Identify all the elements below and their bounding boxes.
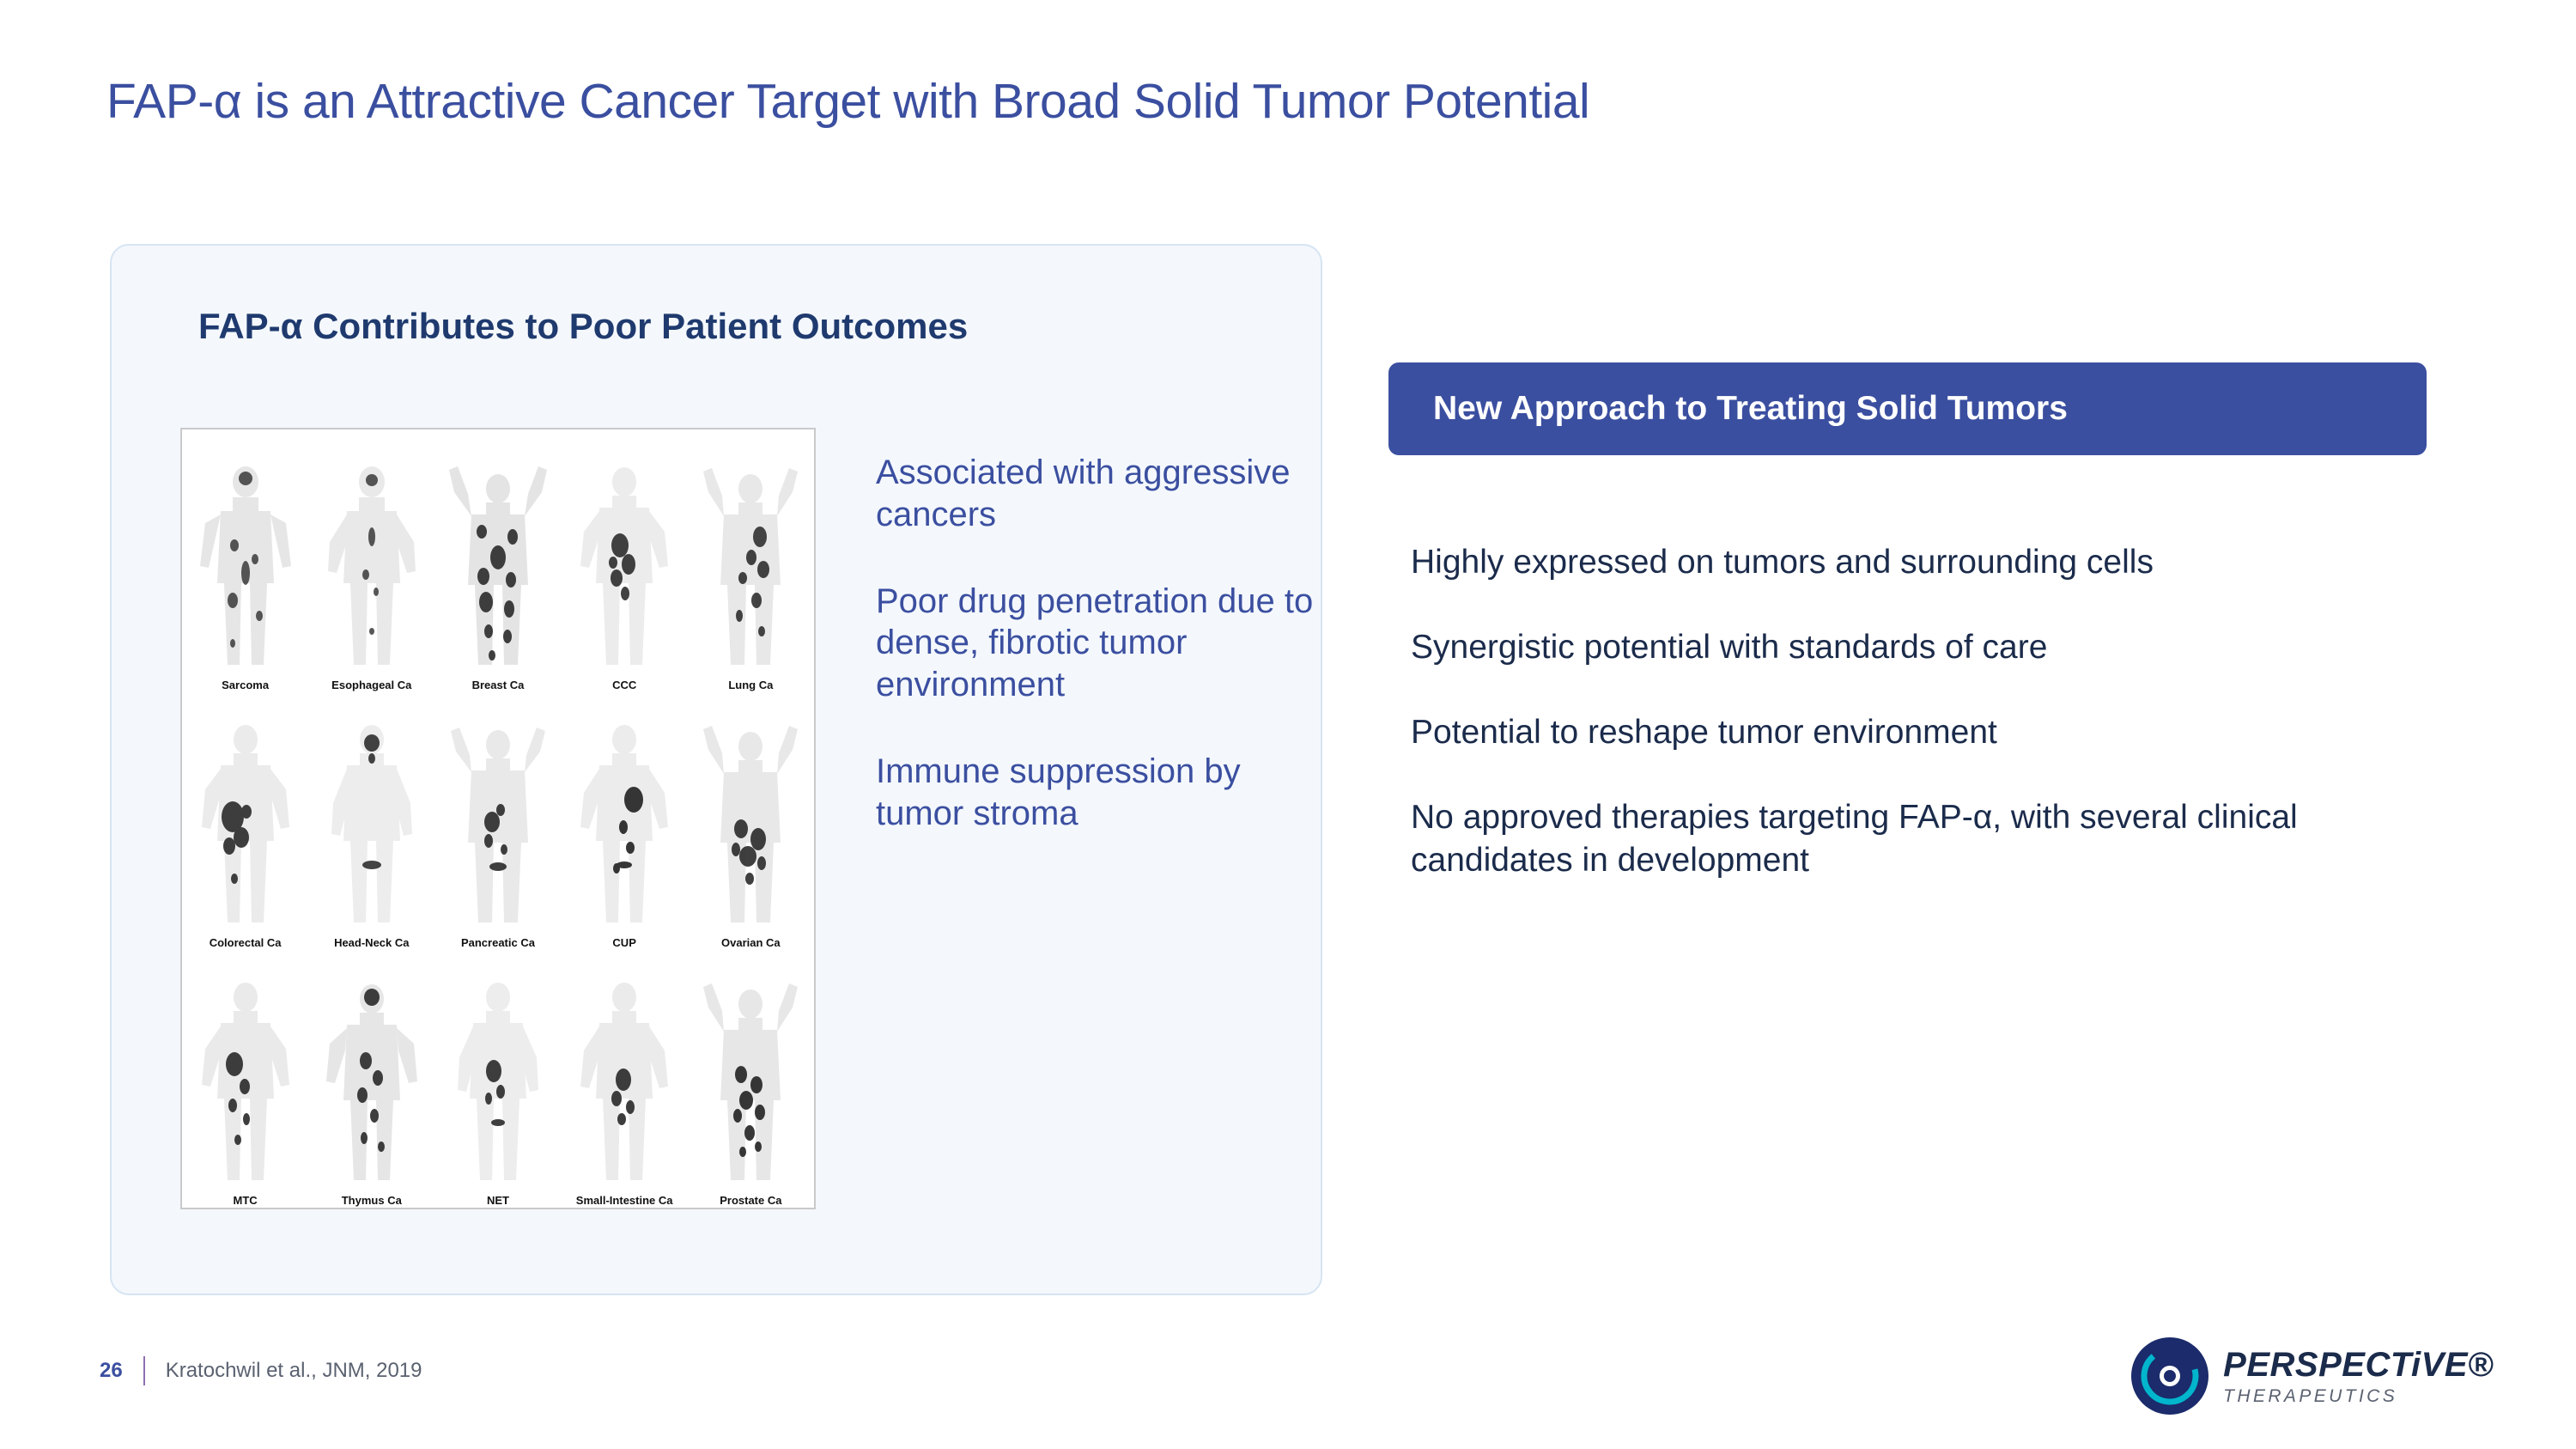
footer-divider (143, 1356, 145, 1385)
pet-scan-image (447, 978, 549, 1193)
pet-caption: Pancreatic Ca (460, 936, 535, 949)
pet-cell (438, 436, 558, 691)
pet-caption: Ovarian Ca (721, 936, 781, 949)
right-banner-label: New Approach to Treating Solid Tumors (1433, 390, 2068, 427)
pet-cell (438, 952, 558, 1206)
pet-scan-figure (180, 428, 816, 1209)
pet-cell (185, 952, 306, 1206)
right-point-3: Potential to reshape tumor environment (1411, 713, 1997, 751)
left-panel (110, 244, 1322, 1295)
pet-caption: CCC (612, 679, 637, 691)
pet-caption: Colorectal Ca (209, 936, 282, 949)
pet-scan-image (447, 463, 549, 678)
pet-scan-image (321, 463, 422, 678)
logo-tagline: THERAPEUTICS (2223, 1385, 2398, 1406)
logo-mark-icon (2130, 1336, 2209, 1416)
pet-cell (564, 436, 684, 691)
pet-caption: Small-Intestine Ca (575, 1194, 673, 1207)
footer (100, 1355, 422, 1386)
pet-scan-image (321, 721, 422, 935)
pet-cell (312, 952, 432, 1206)
figure-notes (876, 452, 1322, 880)
page-number: 26 (100, 1359, 123, 1382)
pet-caption: CUP (612, 936, 636, 949)
pet-caption: Sarcoma (222, 679, 270, 691)
pet-caption: Esophageal Ca (331, 679, 412, 691)
logo-text (2223, 1345, 2494, 1406)
pet-scan-image (574, 978, 675, 1193)
pet-scan-image (321, 978, 422, 1193)
pet-cell (690, 952, 811, 1206)
pet-scan-image (700, 463, 801, 678)
pet-cell (690, 436, 811, 691)
pet-caption: Thymus Ca (341, 1194, 402, 1207)
right-point-1: Highly expressed on tumors and surrounding cells (1411, 544, 2154, 581)
pet-cell (438, 694, 558, 948)
pet-caption: Lung Ca (728, 679, 774, 691)
logo-company-name: PERSPECTiVE® (2223, 1345, 2494, 1384)
pet-scan-image (447, 721, 549, 935)
company-logo (2130, 1336, 2494, 1416)
pet-scan-image (574, 721, 675, 935)
citation-text: Kratochwil et al., JNM, 2019 (165, 1359, 422, 1382)
figure-note-1: Associated with aggressive cancers (876, 454, 1291, 533)
page-title: FAP-α is an Attractive Cancer Target with Broad Solid Tumor Potential (106, 74, 1590, 129)
pet-row (182, 948, 814, 1206)
pet-caption: MTC (233, 1194, 258, 1207)
pet-scan-image (700, 978, 801, 1193)
pet-scan-image (195, 463, 296, 678)
pet-scan-image (195, 721, 296, 935)
pet-cell (312, 694, 432, 948)
pet-cell (564, 952, 684, 1206)
figure-note-2: Poor drug penetration due to dense, fibrotic tumor environment (876, 581, 1314, 704)
pet-cell (312, 436, 432, 691)
right-banner (1388, 362, 2427, 455)
pet-scan-image (574, 463, 675, 678)
pet-cell (564, 694, 684, 948)
right-points-list (1411, 541, 2467, 924)
right-point-2: Synergistic potential with standards of care (1411, 628, 2048, 666)
pet-cell (185, 436, 306, 691)
pet-row (182, 691, 814, 948)
right-point-4: No approved therapies targeting FAP-α, with several clinical candidates in development (1411, 798, 2298, 879)
pet-caption: Head-Neck Ca (334, 936, 410, 949)
pet-scan-image (700, 721, 801, 935)
pet-caption: NET (486, 1194, 509, 1207)
pet-row (182, 433, 814, 691)
left-panel-heading: FAP-α Contributes to Poor Patient Outcomes (198, 306, 969, 346)
figure-note-3: Immune suppression by tumor stroma (876, 752, 1241, 832)
pet-caption: Prostate Ca (720, 1194, 782, 1207)
pet-cell (185, 694, 306, 948)
pet-cell (690, 694, 811, 948)
pet-caption: Breast Ca (471, 679, 525, 691)
pet-scan-image (195, 978, 296, 1193)
